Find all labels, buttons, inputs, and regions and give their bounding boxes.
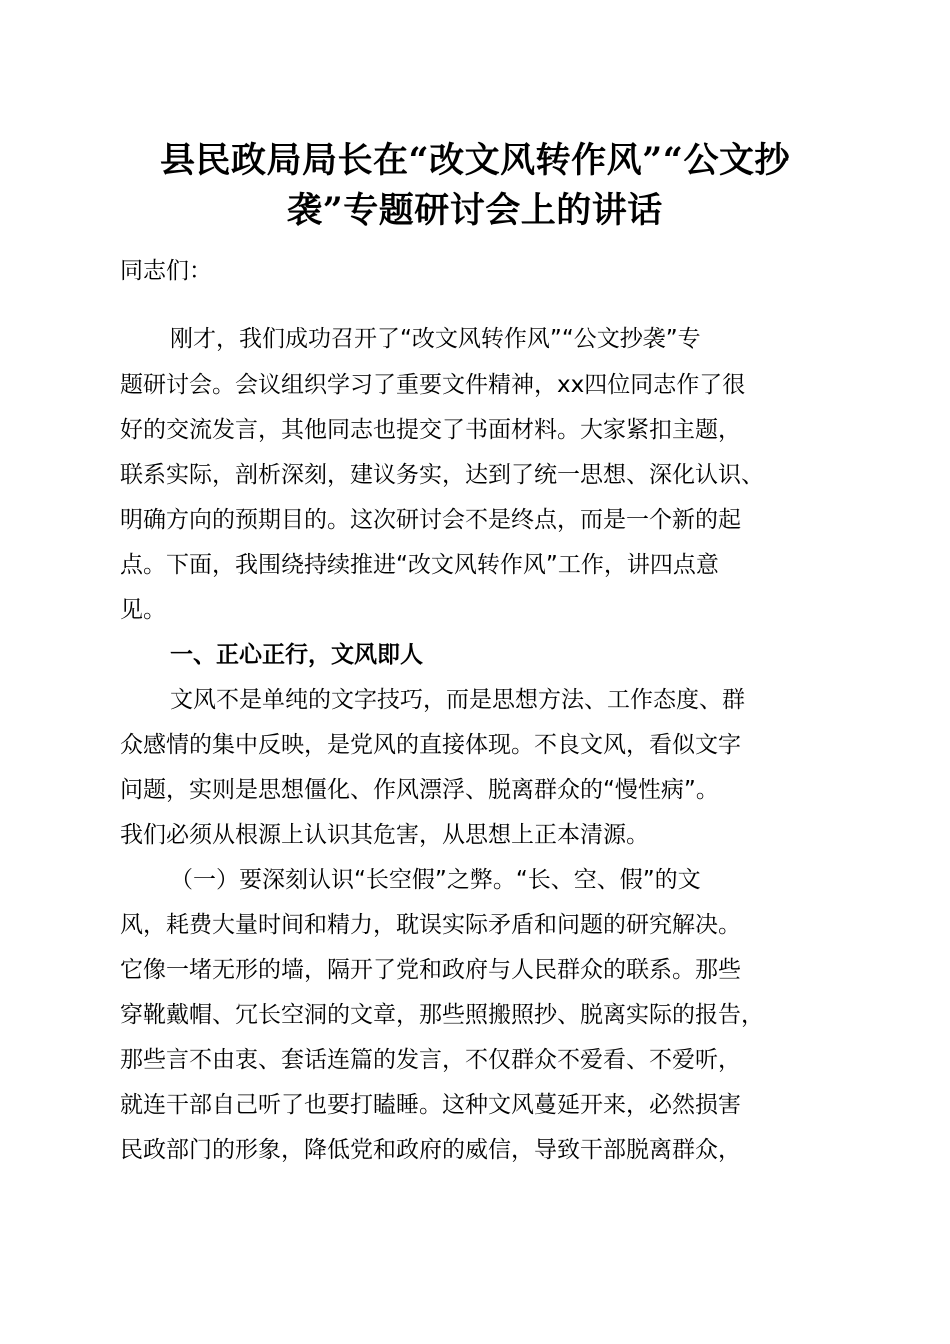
body-line: 明确方向的预期目的。这次研讨会不是终点，而是一个新的起: [120, 507, 741, 533]
body-line: 点。下面，我围绕持续推进“改文风转作风”工作，讲四点意: [120, 552, 719, 578]
body-line: 我们必须从根源上认识其危害，从思想上正本清源。: [120, 822, 649, 848]
document-title: [90, 136, 860, 236]
body-line: 穿靴戴帽、冗长空洞的文章，那些照搬照抄、脱离实际的报告，: [120, 1002, 764, 1028]
title-line-2: 袭”专题研讨会上的讲话: [287, 190, 663, 231]
title-line-1: 县民政局局长在“改文风转作风”“公文抄: [160, 140, 790, 181]
body-line: 文风不是单纯的文字技巧，而是思想方法、工作态度、群: [170, 687, 745, 713]
body-line: 联系实际，剖析深刻，建议务实，达到了统一思想、深化认识、: [120, 462, 764, 488]
salutation: 同志们：: [120, 258, 212, 284]
body-line: 好的交流发言，其他同志也提交了书面材料。大家紧扣主题，: [120, 417, 741, 443]
body-line: 题研讨会。会议组织学习了重要文件精神，xx四位同志作了很: [120, 372, 746, 398]
body-line: 众感情的集中反映，是党风的直接体现。不良文风，看似文字: [120, 732, 741, 758]
body-line: 它像一堵无形的墙，隔开了党和政府与人民群众的联系。那些: [120, 957, 741, 983]
body-line: 那些言不由衷、套话连篇的发言，不仅群众不爱看、不爱听，: [120, 1047, 741, 1073]
section-heading: 一、正心正行，文风即人: [170, 642, 423, 668]
body-line: 风，耗费大量时间和精力，耽误实际矛盾和问题的研究解决。: [120, 912, 741, 938]
body-line: 就连干部自己听了也要打瞌睡。这种文风蔓延开来，必然损害: [120, 1092, 741, 1118]
body-line: 刚才，我们成功召开了“改文风转作风”“公文抄袭”专: [170, 326, 701, 352]
body-line: 民政部门的形象，降低党和政府的威信，导致干部脱离群众，: [120, 1137, 741, 1163]
body-line: 见。: [120, 597, 166, 623]
body-line: 问题，实则是思想僵化、作风漂浮、脱离群众的“慢性病”。: [120, 777, 719, 803]
subsection-line: （一）要深刻认识“长空假”之弊。“长、空、假”的文: [170, 867, 701, 893]
